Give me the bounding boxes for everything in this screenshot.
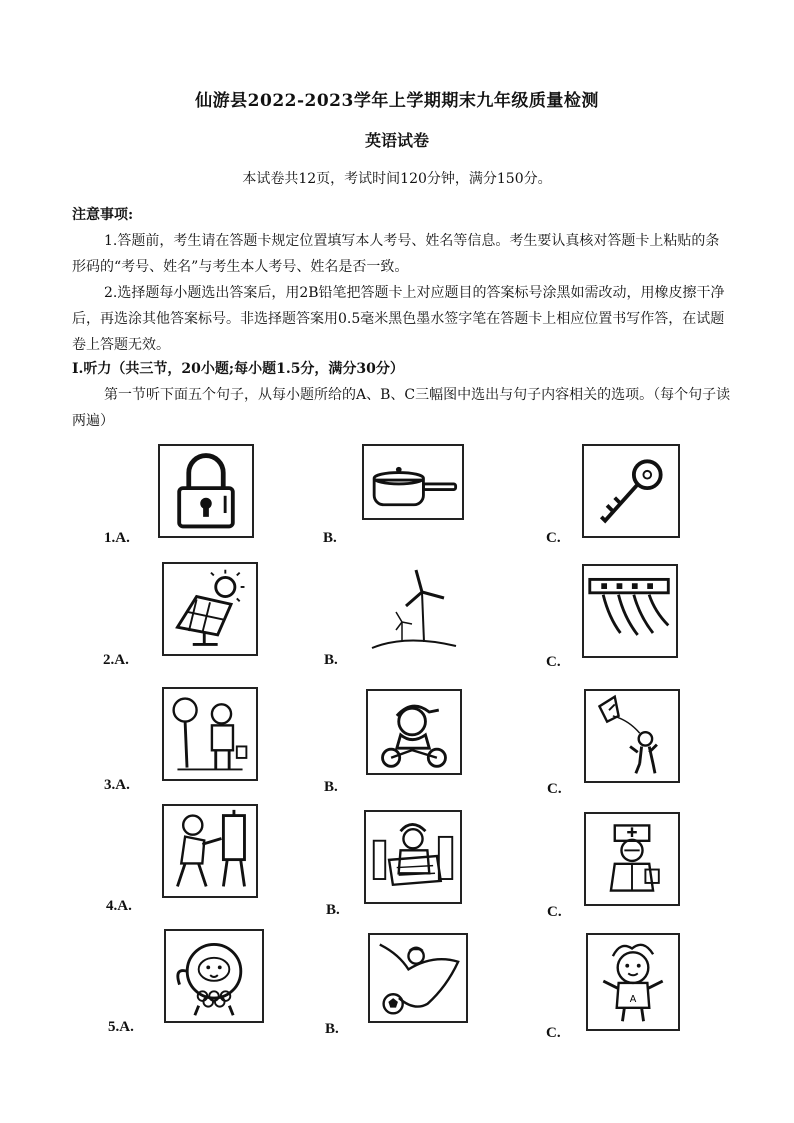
option-label-c: C. — [547, 904, 562, 920]
svg-text:A: A — [629, 994, 637, 1006]
engineer-icon — [364, 810, 462, 904]
option-label-c: C. — [546, 530, 561, 546]
mascot-yingying-icon — [586, 933, 680, 1031]
option-label-b: B. — [324, 779, 338, 795]
section-heading: I.听力（共三节，20小题;每小题1.5分，满分30分） — [72, 361, 404, 377]
notice-item-1: 1.答题前，考生请在答题卡规定位置填写本人考号、姓名等信息。考生要认真核对答题卡上粘贴的条形码的“考号、姓名”与考生本人考号、姓名是否一致。 — [72, 233, 720, 275]
painter-icon — [162, 804, 258, 898]
key-icon — [582, 444, 680, 538]
option-label-c: C. — [546, 654, 561, 670]
option-label-a: 3.A. — [104, 777, 130, 793]
notice-item-2: 2.选择题每小题选出答案后，用2B铅笔把答题卡上对应题目的答案标号涂黑如需改动，用橡皮擦干净后，再选涂其他答案标号。非选择题答案用0.5毫米黑色墨水签字笔在答题卡上相应位置书写作答，在试题卷上答题无效。 — [72, 285, 725, 353]
question-row-2 — [0, 560, 794, 670]
wind-turbine-icon — [366, 564, 462, 658]
solar-panel-icon — [162, 562, 258, 656]
exam-info: 本试卷共12页，考试时间120分钟，满分150分。 — [242, 171, 552, 187]
question-row-5 — [0, 925, 794, 1041]
option-label-b: B. — [325, 1021, 339, 1037]
question-row-3 — [0, 685, 794, 795]
doctor-icon — [584, 812, 680, 906]
option-label-a: 4.A. — [106, 898, 132, 914]
cycling-boy-icon — [366, 689, 462, 775]
option-label-a: 1.A. — [104, 530, 130, 546]
saucepan-icon — [362, 444, 464, 520]
mascot-beibei-icon — [164, 929, 264, 1023]
option-label-a: 5.A. — [108, 1019, 134, 1035]
option-label-b: B. — [324, 652, 338, 668]
exam-title: 仙游县2022-2023学年上学期期末九年级质量检测 — [195, 91, 599, 111]
question-row-1 — [0, 440, 794, 550]
option-label-a: 2.A. — [103, 652, 129, 668]
flying-kite-icon — [584, 689, 680, 783]
padlock-icon — [158, 444, 254, 538]
question-row-4 — [0, 800, 794, 920]
section-description: 第一节听下面五个句子，从每小题所给的A、B、C三幅图中选出与句子内容相关的选项。（每个句子读两遍） — [72, 387, 731, 429]
dam-icon — [582, 564, 678, 658]
planting-tree-icon — [162, 687, 258, 781]
mascot-soccer-icon — [368, 933, 468, 1023]
option-label-b: B. — [326, 902, 340, 918]
notice-heading: 注意事项: — [72, 207, 134, 223]
option-label-c: C. — [547, 781, 562, 797]
option-label-b: B. — [323, 530, 337, 546]
option-label-c: C. — [546, 1025, 561, 1041]
exam-subtitle: 英语试卷 — [364, 131, 429, 150]
